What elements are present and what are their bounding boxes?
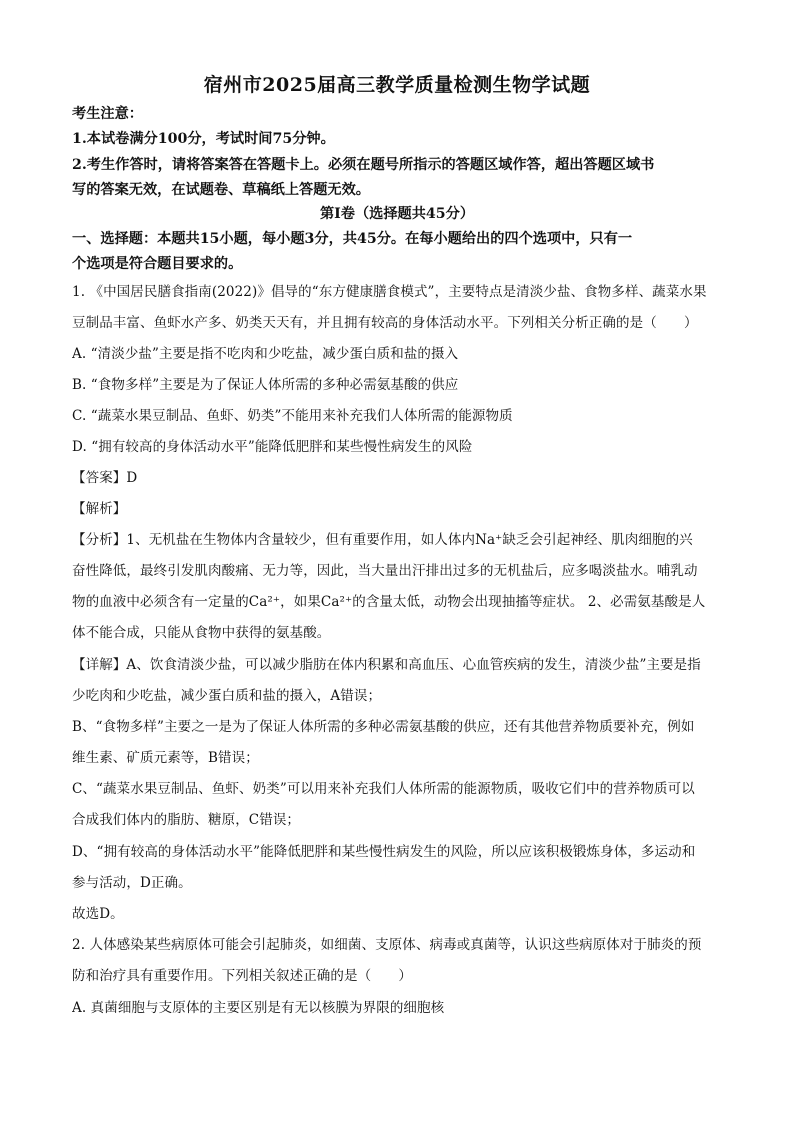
section-intro-line-1: 一、选择题：本题共15小题，每小题3分，共45分。在每小题给出的四个选项中，只有一: [72, 231, 633, 247]
q1-stem-line-1: 1. 《中国居民膳食指南(2022)》倡导的“东方健康膳食模式”，主要特点是清淡少盐、食物多样、蔬菜水果: [72, 284, 707, 300]
q1-c-line-1: C、“蔬菜水果豆制品、鱼虾、奶类”可以用来补充我们人体所需的能源物质，吸收它们中的营养物质可以: [72, 781, 695, 797]
notice-item-2-line-2: 写的答案无效，在试题卷、草稿纸上答题无效。: [72, 182, 370, 198]
q2-stem-line-2: 防和治疗具有重要作用。下列相关叙述正确的是（ ）: [72, 968, 412, 984]
notice-heading: 考生注意：: [72, 106, 143, 122]
q1-option-c: C. “蔬菜水果豆制品、鱼虾、奶类”不能用来补充我们人体所需的能源物质: [72, 408, 513, 424]
exam-title: 宿州市2025届高三教学质量检测生物学试题: [203, 74, 591, 96]
section-intro-line-2: 个选项是符合题目要求的。: [72, 256, 243, 272]
q1-fenxi-line-2: 奋性降低，最终引发肌肉酸痛、无力等，因此，当大量出汗排出过多的无机盐后，应多喝淡盐水。哺乳动: [72, 563, 698, 579]
q2-option-a: A. 真菌细胞与支原体的主要区别是有无以核膜为界限的细胞核: [72, 1000, 445, 1016]
q1-b-line-2: 维生素、矿质元素等，B错误；: [72, 750, 259, 766]
q1-c-line-2: 合成我们体内的脂肪、糖原，C错误；: [72, 812, 301, 828]
q1-d-line-1: D、“拥有较高的身体活动水平”能降低肥胖和某些慢性病发生的风险，所以应该积极锻炼身体，多运动和: [72, 844, 696, 860]
notice-item-2-line-1: 2.考生作答时，请将答案答在答题卡上。必须在题号所指示的答题区域作答，超出答题区域书: [72, 157, 655, 173]
q2-stem-line-1: 2. 人体感染某些病原体可能会引起肺炎，如细菌、支原体、病毒或真菌等，认识这些病原体对于肺炎的预: [72, 937, 702, 953]
q1-option-a: A. “清淡少盐”主要是指不吃肉和少吃盐，减少蛋白质和盐的摄入: [72, 346, 459, 362]
q1-answer: 【答案】D: [72, 470, 138, 486]
q1-b-line-1: B、“食物多样”主要之一是为了保证人体所需的多种必需氨基酸的供应，还有其他营养物质要补充，例如: [72, 719, 695, 735]
q1-option-d: D. “拥有较高的身体活动水平”能降低肥胖和某些慢性病发生的风险: [72, 439, 473, 455]
q1-option-b: B. “食物多样”主要是为了保证人体所需的多种必需氨基酸的供应: [72, 377, 459, 393]
notice-item-1: 1.本试卷满分100分，考试时间75分钟。: [72, 131, 335, 147]
q1-d-line-2: 参与活动，D正确。: [72, 875, 192, 891]
q1-fenxi-line-3: 物的血液中必须含有一定量的Ca²⁺，如果Ca²⁺的含量太低，动物会出现抽搐等症状。 2、必需氨基酸是人: [72, 594, 706, 610]
q1-xiangjie-line-2: 少吃肉和少吃盐，减少蛋白质和盐的摄入，A错误；: [72, 688, 382, 704]
q1-fenxi-line-1: 【分析】1、无机盐在生物体内含量较少，但有重要作用，如人体内Na⁺缺乏会引起神经、肌肉细胞的兴: [72, 532, 693, 548]
q1-fenxi-line-4: 体不能合成，只能从食物中获得的氨基酸。: [72, 625, 331, 641]
q1-stem-line-2: 豆制品丰富、鱼虾水产多、奶类天天有，并且拥有较高的身体活动水平。下列相关分析正确的是（ ）: [72, 315, 698, 331]
q1-xiangjie-line-1: 【详解】A、饮食清淡少盐，可以减少脂肪在体内积累和高血压、心血管疾病的发生，清淡少盐”主要是指: [72, 657, 701, 673]
q1-conclusion: 故选D。: [72, 906, 124, 922]
section-title: 第Ⅰ卷（选择题共45分）: [319, 206, 475, 222]
q1-analysis-heading: 【解析】: [72, 501, 127, 517]
